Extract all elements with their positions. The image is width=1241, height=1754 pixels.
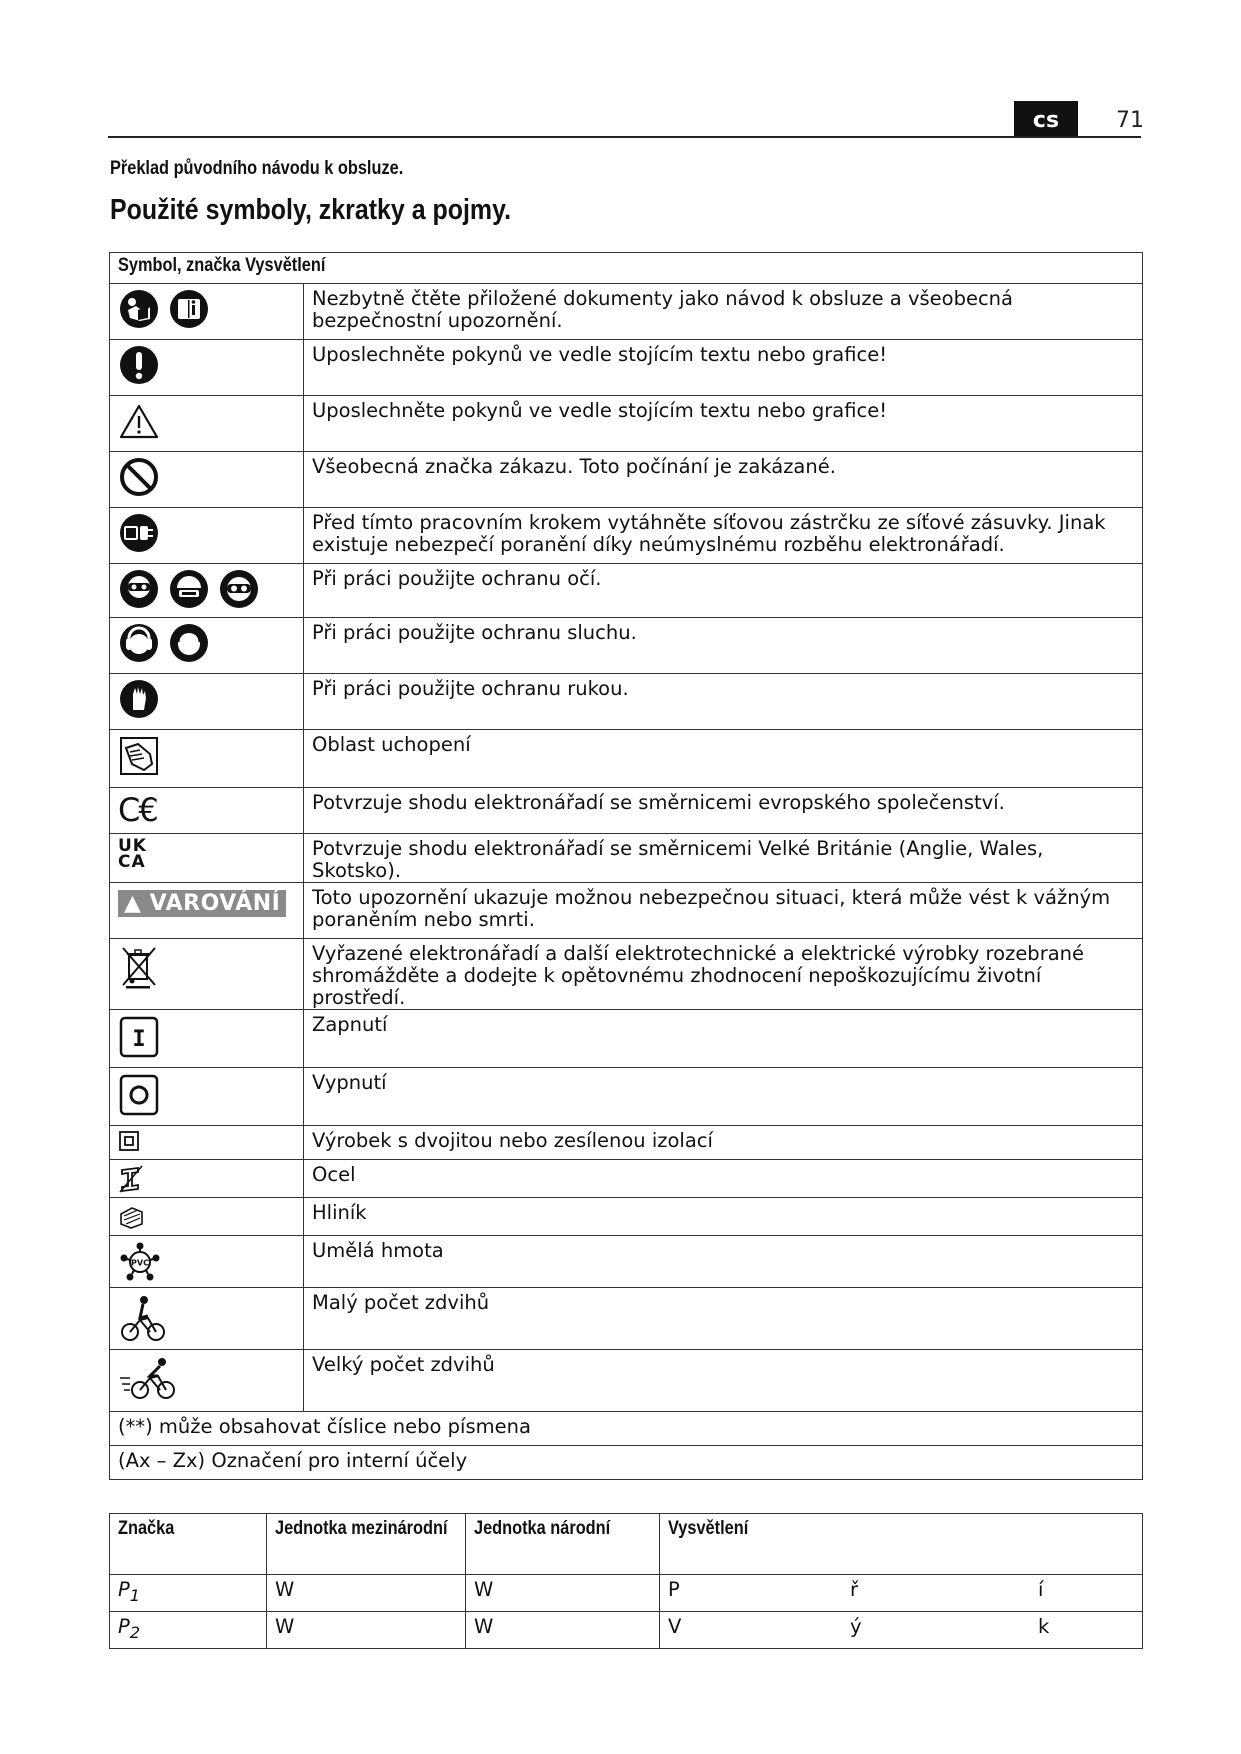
weee-bin-icon xyxy=(118,943,160,989)
table-cell-explanation: Oblast uchopení xyxy=(304,730,1143,788)
prohibition-icon xyxy=(118,456,160,498)
table-row xyxy=(110,618,1143,674)
slow-bike-icon xyxy=(118,1292,168,1344)
header-divider xyxy=(108,136,1141,138)
steel-icon xyxy=(118,1164,144,1194)
table-row xyxy=(110,1575,1143,1612)
symbols-table-header: Symbol, značka Vysvětlení xyxy=(118,255,326,276)
footnote-digits: (**) může obsahovat číslice nebo písmena xyxy=(110,1412,1143,1446)
table-cell-explanation: Výrobek s dvojitou nebo zesílenou izolací xyxy=(304,1126,1143,1160)
table-cell-explanation: Hliník xyxy=(304,1198,1143,1236)
table-cell-explanation: Před tímto pracovním krokem vytáhněte síťovou zástrčku ze síťové zásuvky. Jinak existuje nebezpečí poranění díky neúmyslnému rozběhu elektronářadí. xyxy=(304,508,1143,564)
table-row xyxy=(110,1010,1143,1068)
unit-symbol-subscript: 1 xyxy=(129,1585,141,1605)
table-cell-explanation: Ocel xyxy=(304,1160,1143,1198)
table-cell-explanation: Malý počet zdvihů xyxy=(304,1288,1143,1350)
table-cell-explanation: Při práci použijte ochranu sluchu. xyxy=(304,618,1143,674)
warning-triangle-icon: ▲ xyxy=(124,891,142,916)
explanation-fragment: ř xyxy=(850,1578,859,1601)
table-cell-explanation: Při práci použijte ochranu rukou. xyxy=(304,674,1143,730)
table-cell-explanation: Všeobecná značka zákazu. Toto počínání je zakázané. xyxy=(304,452,1143,508)
units-table-header-row xyxy=(110,1514,1143,1575)
page-title: Použité symboly, zkratky a pojmy. xyxy=(110,194,512,226)
pvc-plastic-icon xyxy=(118,1240,162,1284)
fast-bike-icon xyxy=(118,1354,178,1404)
warning-banner-label: VAROVÁNÍ xyxy=(149,891,281,916)
helmet-visor-icon xyxy=(168,568,210,610)
table-row xyxy=(110,396,1143,452)
table-row xyxy=(110,1350,1143,1412)
symbols-table-header-row xyxy=(110,253,1143,284)
table-cell-explanation: Při práci použijte ochranu očí. xyxy=(304,564,1143,618)
gloves-icon xyxy=(118,678,160,720)
unit-national: W xyxy=(466,1612,660,1649)
table-cell-explanation: Uposlechněte pokynů ve vedle stojícím textu nebo grafice! xyxy=(304,340,1143,396)
table-row xyxy=(110,674,1143,730)
read-manual-icon xyxy=(118,288,160,330)
table-row xyxy=(110,340,1143,396)
table-cell-explanation: Nezbytně čtěte přiložené dokumenty jako návod k obsluze a všeobecná bezpečnostní upozornění. xyxy=(304,284,1143,340)
grip-area-icon xyxy=(118,734,160,778)
unit-explanation xyxy=(660,1612,1143,1649)
page-number: 71 xyxy=(1116,108,1144,133)
explanation-fragment: P xyxy=(668,1578,680,1601)
table-row xyxy=(110,1198,1143,1236)
table-cell-explanation: Zapnutí xyxy=(304,1010,1143,1068)
language-badge: cs xyxy=(1014,101,1078,136)
unit-intl: W xyxy=(267,1612,466,1649)
table-row xyxy=(110,1160,1143,1198)
table-cell-explanation: Vypnutí xyxy=(304,1068,1143,1126)
document-subtitle: Překlad původního návodu k obsluze. xyxy=(110,158,404,179)
table-cell-explanation: Toto upozornění ukazuje možnou nebezpečnou situaci, která může vést k vážným poraněním nebo smrti. xyxy=(304,883,1143,939)
column-header-explanation: Vysvětlení xyxy=(668,1518,749,1539)
table-row xyxy=(110,939,1143,1010)
table-row xyxy=(110,834,1143,883)
face-shield-icon xyxy=(118,568,160,610)
table-row xyxy=(110,452,1143,508)
column-header-national-unit: Jednotka národní xyxy=(474,1518,611,1539)
ear-muffs-icon xyxy=(118,622,160,664)
table-row xyxy=(110,1068,1143,1126)
table-row xyxy=(110,508,1143,564)
explanation-fragment: V xyxy=(668,1615,682,1638)
info-manual-icon xyxy=(168,288,210,330)
table-row xyxy=(110,1446,1143,1480)
unit-symbol: P xyxy=(118,1578,130,1601)
goggles-icon xyxy=(218,568,260,610)
explanation-fragment: ý xyxy=(850,1615,862,1638)
table-cell-explanation: Velký počet zdvihů xyxy=(304,1350,1143,1412)
warning-triangle-icon xyxy=(118,400,160,442)
svg-text:I: I xyxy=(132,1027,146,1052)
unit-symbol-subscript: 2 xyxy=(129,1622,141,1642)
table-row xyxy=(110,1236,1143,1288)
symbols-table xyxy=(109,252,1143,1480)
power-on-icon xyxy=(118,1014,160,1060)
unit-symbol: P xyxy=(118,1615,130,1638)
table-row xyxy=(110,1612,1143,1649)
table-cell-explanation: Uposlechněte pokynů ve vedle stojícím textu nebo grafice! xyxy=(304,396,1143,452)
table-row xyxy=(110,730,1143,788)
table-cell-explanation: Potvrzuje shodu elektronářadí se směrnicemi evropského společenství. xyxy=(304,788,1143,834)
table-row xyxy=(110,1412,1143,1446)
unit-intl: W xyxy=(267,1575,466,1612)
warning-banner xyxy=(118,890,286,917)
units-table xyxy=(109,1513,1143,1649)
explanation-fragment: í xyxy=(1038,1578,1044,1601)
unit-national: W xyxy=(466,1575,660,1612)
svg-text:PVC: PVC xyxy=(131,1258,149,1268)
unplug-icon xyxy=(118,512,160,554)
ukca-mark: UK CA xyxy=(118,836,147,872)
table-row xyxy=(110,1126,1143,1160)
table-row xyxy=(110,788,1143,834)
table-row xyxy=(110,883,1143,939)
table-cell-explanation: Umělá hmota xyxy=(304,1236,1143,1288)
double-insulation-icon xyxy=(118,1130,140,1152)
footnote-internal: (Ax – Zx) Označení pro interní účely xyxy=(110,1446,1143,1480)
table-row xyxy=(110,284,1143,340)
explanation-fragment: k xyxy=(1038,1615,1050,1638)
table-row xyxy=(110,1288,1143,1350)
column-header-symbol: Značka xyxy=(118,1518,175,1539)
table-cell-explanation: Vyřazené elektronářadí a další elektrotechnické a elektrické výrobky rozebrané shromážděte a dodejte k opětovnému zhodnocení nepoškozujícímu životní prostředí. xyxy=(304,939,1143,1010)
aluminium-icon xyxy=(118,1202,144,1230)
ear-protection-icon xyxy=(168,622,210,664)
power-off-icon xyxy=(118,1072,160,1118)
table-row xyxy=(110,564,1143,618)
mandatory-exclamation-icon xyxy=(118,344,160,386)
unit-explanation xyxy=(660,1575,1143,1612)
ce-mark: C€ xyxy=(118,791,157,829)
column-header-intl-unit: Jednotka mezinárodní xyxy=(275,1518,448,1539)
table-cell-explanation: Potvrzuje shodu elektronářadí se směrnicemi Velké Británie (Anglie, Wales, Skotsko). xyxy=(304,834,1143,883)
